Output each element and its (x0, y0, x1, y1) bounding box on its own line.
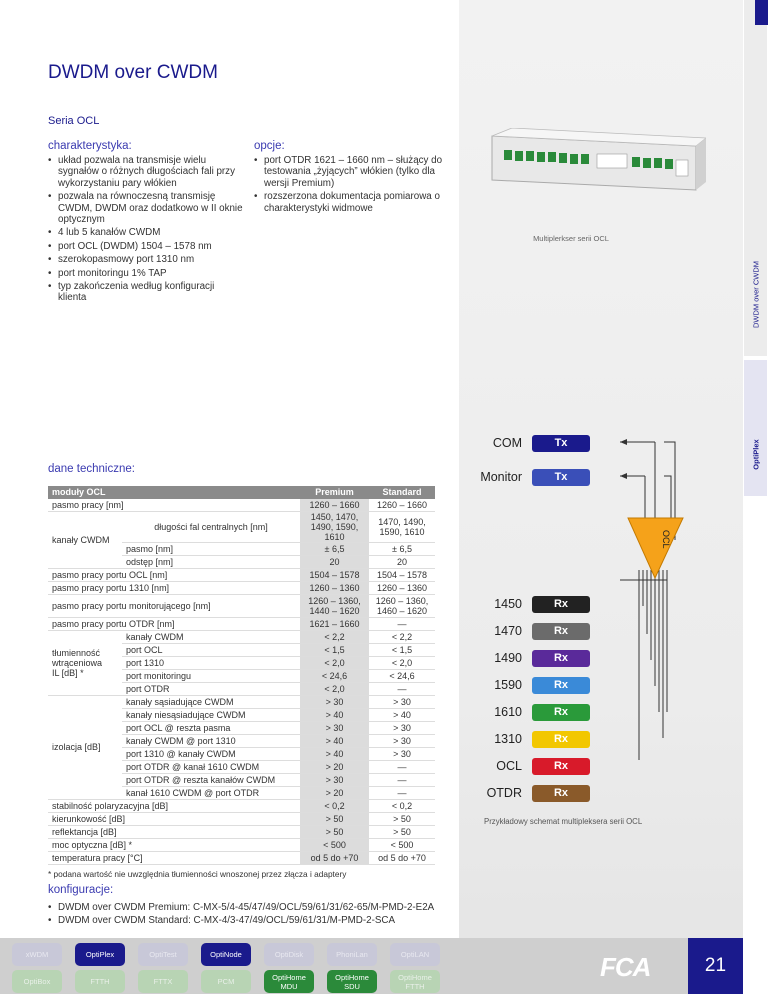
nav-tile-optitest[interactable]: OptiTest (138, 943, 188, 966)
standard-cell: > 30 (369, 747, 435, 760)
options-list (254, 155, 449, 216)
rx-box-1490: Rx (532, 650, 590, 667)
row-label: port 1310 (122, 656, 300, 669)
splitter-label: OCL (661, 530, 671, 549)
standard-cell: > 30 (369, 695, 435, 708)
table-row (48, 594, 435, 617)
standard-cell: > 50 (369, 825, 435, 838)
table-row (48, 630, 435, 643)
premium-cell: < 2,0 (300, 656, 369, 669)
group-label-il-line: tłumienność (52, 647, 101, 658)
table-row (48, 568, 435, 581)
row-label: port OTDR @ reszta kanałów CWDM (122, 773, 300, 786)
premium-cell: 20 (300, 555, 369, 568)
feature-item: • 4 lub 5 kanałów CWDM (48, 227, 243, 238)
multiplexer-device-image (482, 128, 706, 208)
side-tab-optiplex[interactable] (744, 360, 767, 496)
col-header-standard: Standard (369, 486, 435, 499)
standard-cell: 1470, 1490, 1590, 1610 (369, 511, 435, 542)
premium-cell: 1621 – 1660 (300, 617, 369, 630)
table-row (48, 812, 435, 825)
standard-cell: — (369, 786, 435, 799)
rx-box-ocl: Rx (532, 758, 590, 775)
rx-box-1470: Rx (532, 623, 590, 640)
row-label: pasmo pracy portu OCL [nm] (48, 568, 300, 581)
standard-cell: < 24,6 (369, 669, 435, 682)
premium-cell: > 50 (300, 825, 369, 838)
premium-cell: od 5 do +70 (300, 851, 369, 864)
rx-box-1610: Rx (532, 704, 590, 721)
nav-tile-optidisk[interactable]: OptiDisk (264, 943, 314, 966)
standard-cell: < 2,0 (369, 656, 435, 669)
standard-cell: — (369, 617, 435, 630)
device-caption: Multiplerkser serii OCL (533, 234, 609, 243)
feature-item: • typ zakończenia według konfiguracji klienta (48, 281, 243, 304)
rx-box-1590: Rx (532, 677, 590, 694)
row-label: port OTDR @ kanał 1610 CWDM (122, 760, 300, 773)
premium-cell: > 50 (300, 812, 369, 825)
table-header-row (48, 486, 435, 499)
tx-box-com: Tx (532, 435, 590, 452)
row-label: port OCL (122, 643, 300, 656)
row-label: reflektancja [dB] (48, 825, 300, 838)
standard-cell: < 1,5 (369, 643, 435, 656)
feature-item: • szerokopasmowy port 1310 nm (48, 254, 243, 265)
features-list (48, 155, 243, 306)
config-item: • DWDM over CWDM Premium: C-MX-5/4-45/47/49/OCL/59/61/31/62-65/M-PMD-2-E2A (48, 902, 468, 913)
diagram-label-1450: 1450 (494, 597, 522, 611)
row-label: kanały CWDM @ port 1310 (122, 734, 300, 747)
diagram-label-otdr: OTDR (486, 786, 522, 800)
diagram-label-1610: 1610 (494, 705, 522, 719)
specs-footnote: * podana wartość nie uwzględnia tłumienności wnoszonej przez złącza i adaptery (48, 869, 347, 879)
option-item: • port OTDR 1621 – 1660 nm – służący do testowania „żyjących” włókien (tylko dla wersji Premium) (254, 155, 449, 189)
premium-cell: > 40 (300, 734, 369, 747)
nav-tile-phonilan[interactable]: PhoniLan (327, 943, 377, 966)
col-header-premium: Premium (300, 486, 369, 499)
nav-tile-optihome-ftth[interactable]: OptiHome FTTH (390, 970, 440, 993)
options-heading: opcje: (254, 140, 285, 152)
feature-item: • pozwala na równoczesną transmisję CWDM, DWDM oraz dodatkowo w II oknie optycznym (48, 191, 243, 225)
nav-tile-optilan[interactable]: OptiLAN (390, 943, 440, 966)
table-row (48, 511, 435, 542)
premium-cell: > 40 (300, 708, 369, 721)
diagram-label-monitor: Monitor (480, 470, 522, 484)
feature-item: • port monitoringu 1% TAP (48, 268, 243, 279)
standard-cell: 1260 – 1660 (369, 499, 435, 512)
premium-cell: 1260 – 1660 (300, 499, 369, 512)
fca-logo (600, 946, 670, 986)
nav-tile-optihome-sdu[interactable]: OptiHome SDU (327, 970, 377, 993)
nav-tile-optihome-mdu[interactable]: OptiHome MDU (264, 970, 314, 993)
nav-tile-xwdm[interactable]: xWDM (12, 943, 62, 966)
nav-tile-fttx[interactable]: FTTX (138, 970, 188, 993)
standard-cell: > 30 (369, 721, 435, 734)
nav-tile-pcm[interactable]: PCM (201, 970, 251, 993)
row-label: kierunkowość [dB] (48, 812, 300, 825)
table-row (48, 838, 435, 851)
premium-cell: 1504 – 1578 (300, 568, 369, 581)
fca-logo-text: FCA (600, 952, 651, 982)
features-heading: charakterystyka: (48, 140, 132, 152)
premium-cell: > 20 (300, 760, 369, 773)
standard-cell: > 50 (369, 812, 435, 825)
page-number: 21 (688, 938, 743, 994)
standard-cell: < 2,2 (369, 630, 435, 643)
standard-cell: — (369, 760, 435, 773)
option-item: • rozszerzona dokumentacja pomiarowa o charakterystyki widmowe (254, 191, 449, 214)
premium-cell: > 30 (300, 695, 369, 708)
nav-tile-optibox[interactable]: OptiBox (12, 970, 62, 993)
premium-cell: 1450, 1470, 1490, 1590, 1610 (300, 511, 369, 542)
standard-cell: — (369, 682, 435, 695)
premium-cell: < 2,2 (300, 630, 369, 643)
premium-cell: < 24,6 (300, 669, 369, 682)
premium-cell: 1260 – 1360, 1440 – 1620 (300, 594, 369, 617)
premium-cell: < 500 (300, 838, 369, 851)
standard-cell: — (369, 773, 435, 786)
standard-cell: 20 (369, 555, 435, 568)
specs-heading: dane techniczne: (48, 463, 135, 475)
row-label: kanały niesąsiadujące CWDM (122, 708, 300, 721)
row-label: port OTDR (122, 682, 300, 695)
diagram-label-1310: 1310 (494, 732, 522, 746)
side-tab-dwdm[interactable] (744, 0, 767, 356)
ocl-splitter (628, 518, 683, 578)
feature-item: • układ pozwala na transmisje wielu sygnałów o różnych długościach fali przy wykorzystaniu pary włókien (48, 155, 243, 189)
diagram-label-1470: 1470 (494, 624, 522, 638)
rx-box-1310: Rx (532, 731, 590, 748)
row-label: port 1310 @ kanały CWDM (122, 747, 300, 760)
standard-cell: ± 6,5 (369, 542, 435, 555)
rx-box-otdr: Rx (532, 785, 590, 802)
premium-cell: > 20 (300, 786, 369, 799)
diagram-label-1590: 1590 (494, 678, 522, 692)
table-row (48, 825, 435, 838)
row-label: odstęp [nm] (122, 555, 300, 568)
group-label-il-line: IL [dB] * (52, 667, 84, 678)
row-label: port monitoringu (122, 669, 300, 682)
table-row (48, 499, 435, 512)
diagram-label-com: COM (492, 436, 522, 450)
row-label: pasmo pracy [nm] (48, 499, 300, 512)
standard-cell: > 40 (369, 708, 435, 721)
group-label-cwdm: kanały CWDM (48, 511, 122, 568)
premium-cell: ± 6,5 (300, 542, 369, 555)
table-row (48, 695, 435, 708)
table-row (48, 581, 435, 594)
row-label: stabilność polaryzacyjna [dB] (48, 799, 300, 812)
standard-cell: < 500 (369, 838, 435, 851)
group-label-isolation: izolacja [dB] (48, 695, 122, 799)
table-row (48, 851, 435, 864)
table-row (48, 617, 435, 630)
nav-tile-optiplex[interactable]: OptiPlex (75, 943, 125, 966)
premium-cell: < 2,0 (300, 682, 369, 695)
row-label: kanał 1610 CWDM @ port OTDR (122, 786, 300, 799)
standard-cell: 1260 – 1360 (369, 581, 435, 594)
standard-cell: od 5 do +70 (369, 851, 435, 864)
premium-cell: 1260 – 1360 (300, 581, 369, 594)
premium-cell: > 30 (300, 773, 369, 786)
nav-tile-ftth[interactable]: FTTH (75, 970, 125, 993)
row-label: kanały CWDM (122, 630, 300, 643)
premium-cell: < 0,2 (300, 799, 369, 812)
side-tab-dwdm-label: DWDM over CWDM (751, 260, 761, 329)
row-label: długości fal centralnych [nm] (122, 511, 300, 542)
page-title: DWDM over CWDM (48, 62, 218, 83)
config-heading: konfiguracje: (48, 884, 114, 896)
side-tab-optiplex-label: OptiPlex (751, 439, 761, 470)
nav-tile-optinode[interactable]: OptiNode (201, 943, 251, 966)
standard-cell: 1260 – 1360, 1460 – 1620 (369, 594, 435, 617)
group-label-il (48, 630, 122, 695)
row-label: port OCL @ reszta pasma (122, 721, 300, 734)
row-label: pasmo pracy portu OTDR [nm] (48, 617, 300, 630)
premium-cell: > 40 (300, 747, 369, 760)
group-label-il-line: wtrąceniowa (52, 657, 103, 668)
standard-cell: 1504 – 1578 (369, 568, 435, 581)
row-label: moc optyczna [dB] * (48, 838, 300, 851)
config-item: • DWDM over CWDM Standard: C-MX-4/3-47/49/OCL/59/61/31/M-PMD-2-SCA (48, 915, 468, 926)
diagram-label-ocl: OCL (496, 759, 522, 773)
table-row (48, 799, 435, 812)
premium-cell: < 1,5 (300, 643, 369, 656)
row-label: pasmo pracy portu monitorującego [nm] (48, 594, 300, 617)
row-label: temperatura pracy [°C] (48, 851, 300, 864)
corner-accent (755, 0, 768, 25)
series-label: Seria OCL (48, 115, 100, 127)
rx-box-1450: Rx (532, 596, 590, 613)
standard-cell: > 30 (369, 734, 435, 747)
row-label: pasmo [nm] (122, 542, 300, 555)
premium-cell: > 30 (300, 721, 369, 734)
row-label: kanały sąsiadujące CWDM (122, 695, 300, 708)
standard-cell: < 0,2 (369, 799, 435, 812)
col-header-modules: moduły OCL (48, 486, 300, 499)
specs-table (48, 486, 435, 865)
tx-box-monitor: Tx (532, 469, 590, 486)
row-label: pasmo pracy portu 1310 [nm] (48, 581, 300, 594)
diagram-label-1490: 1490 (494, 651, 522, 665)
diagram-caption: Przykładowy schemat multipleksera serii OCL (484, 817, 643, 826)
feature-item: • port OCL (DWDM) 1504 – 1578 nm (48, 241, 243, 252)
config-list (48, 902, 468, 929)
